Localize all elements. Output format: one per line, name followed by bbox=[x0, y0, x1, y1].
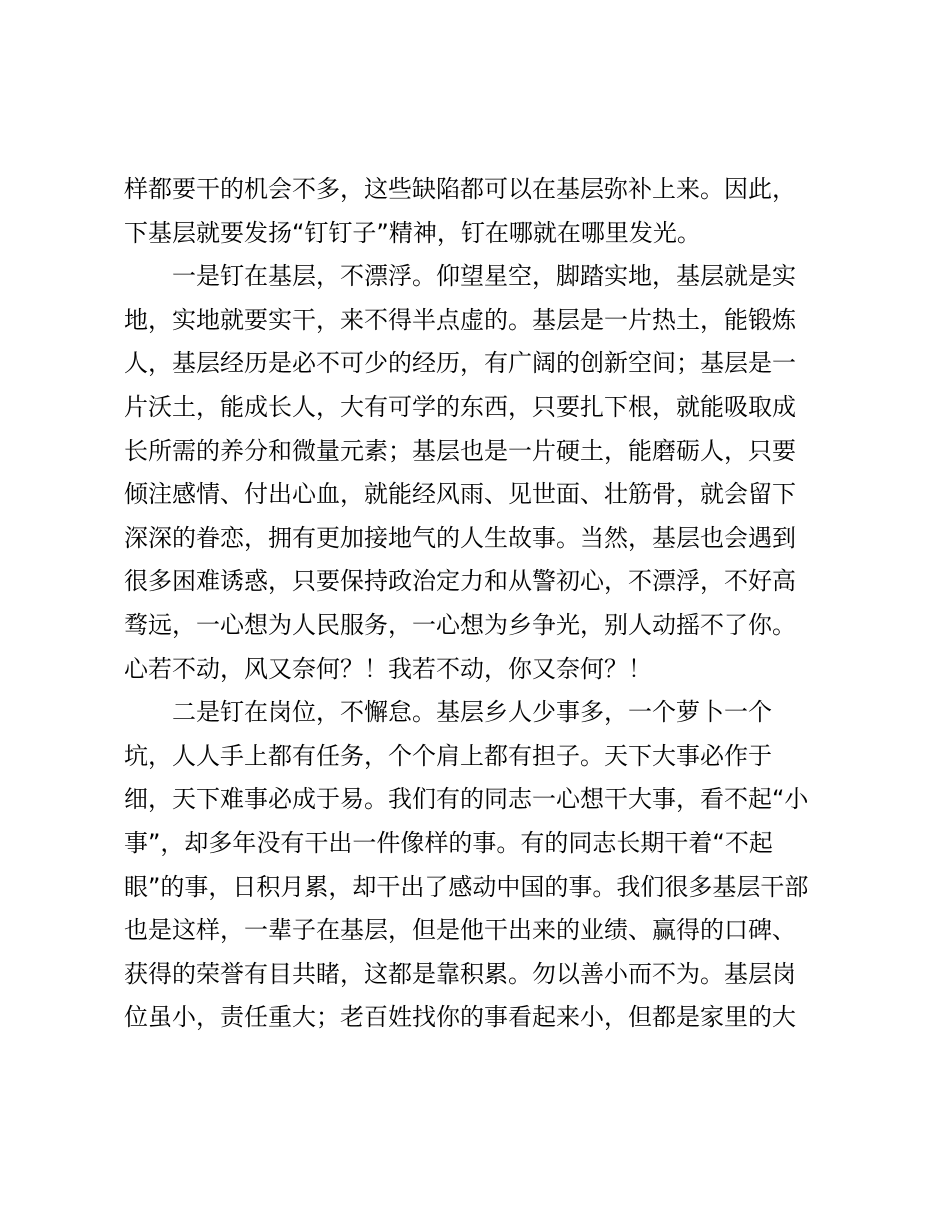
text-line: 坑，人人手上都有任务，个个肩上都有担子。天下大事必作于 bbox=[124, 741, 772, 770]
text-line: 很多困难诱惑，只要保持政治定力和从警初心，不漂浮，不好高 bbox=[124, 567, 796, 596]
paragraph-start-line: 二是钉在岗位，不懈怠。基层乡人少事多，一个萝卜一个 bbox=[172, 698, 772, 727]
text-line: 心若不动，风又奈何？！我若不动，你又奈何？！ bbox=[124, 654, 652, 683]
text-line: 骛远，一心想为人民服务，一心想为乡争光，别人动摇不了你。 bbox=[124, 610, 796, 639]
text-line: 人，基层经历是必不可少的经历，有广阔的创新空间；基层是一 bbox=[124, 349, 796, 378]
text-line: 眼”的事，日积月累，却干出了感动中国的事。我们很多基层干部 bbox=[124, 872, 809, 901]
text-line: 长所需的养分和微量元素；基层也是一片硬土，能磨砺人，只要 bbox=[124, 436, 796, 465]
text-line: 位虽小，责任重大；老百姓找你的事看起来小，但都是家里的大 bbox=[124, 1003, 796, 1032]
text-line: 样都要干的机会不多，这些缺陷都可以在基层弥补上来。因此， bbox=[124, 175, 796, 203]
text-line: 细，天下难事必成于易。我们有的同志一心想干大事，看不起“小 bbox=[124, 785, 809, 814]
text-line: 地，实地就要实干，来不得半点虚的。基层是一片热土，能锻炼 bbox=[124, 305, 796, 334]
document-body bbox=[124, 168, 844, 1040]
text-line: 事”，却多年没有干出一件像样的事。有的同志长期干着“不起 bbox=[124, 828, 773, 857]
paragraph-start-line: 一是钉在基层，不漂浮。仰望星空，脚踏实地，基层就是实 bbox=[172, 262, 796, 291]
text-line: 深深的眷恋，拥有更加接地气的人生故事。当然，基层也会遇到 bbox=[124, 523, 796, 552]
text-line: 倾注感情、付出心血，就能经风雨、见世面、壮筋骨，就会留下 bbox=[124, 480, 796, 509]
text-line: 片沃土，能成长人，大有可学的东西，只要扎下根，就能吸取成 bbox=[124, 392, 796, 421]
text-line: 也是这样，一辈子在基层，但是他干出来的业绩、赢得的口碑、 bbox=[124, 916, 796, 945]
text-line: 获得的荣誉有目共睹，这都是靠积累。勿以善小而不为。基层岗 bbox=[124, 959, 796, 988]
text-line: 下基层就要发扬“钉钉子”精神，钉在哪就在哪里发光。 bbox=[124, 218, 701, 247]
